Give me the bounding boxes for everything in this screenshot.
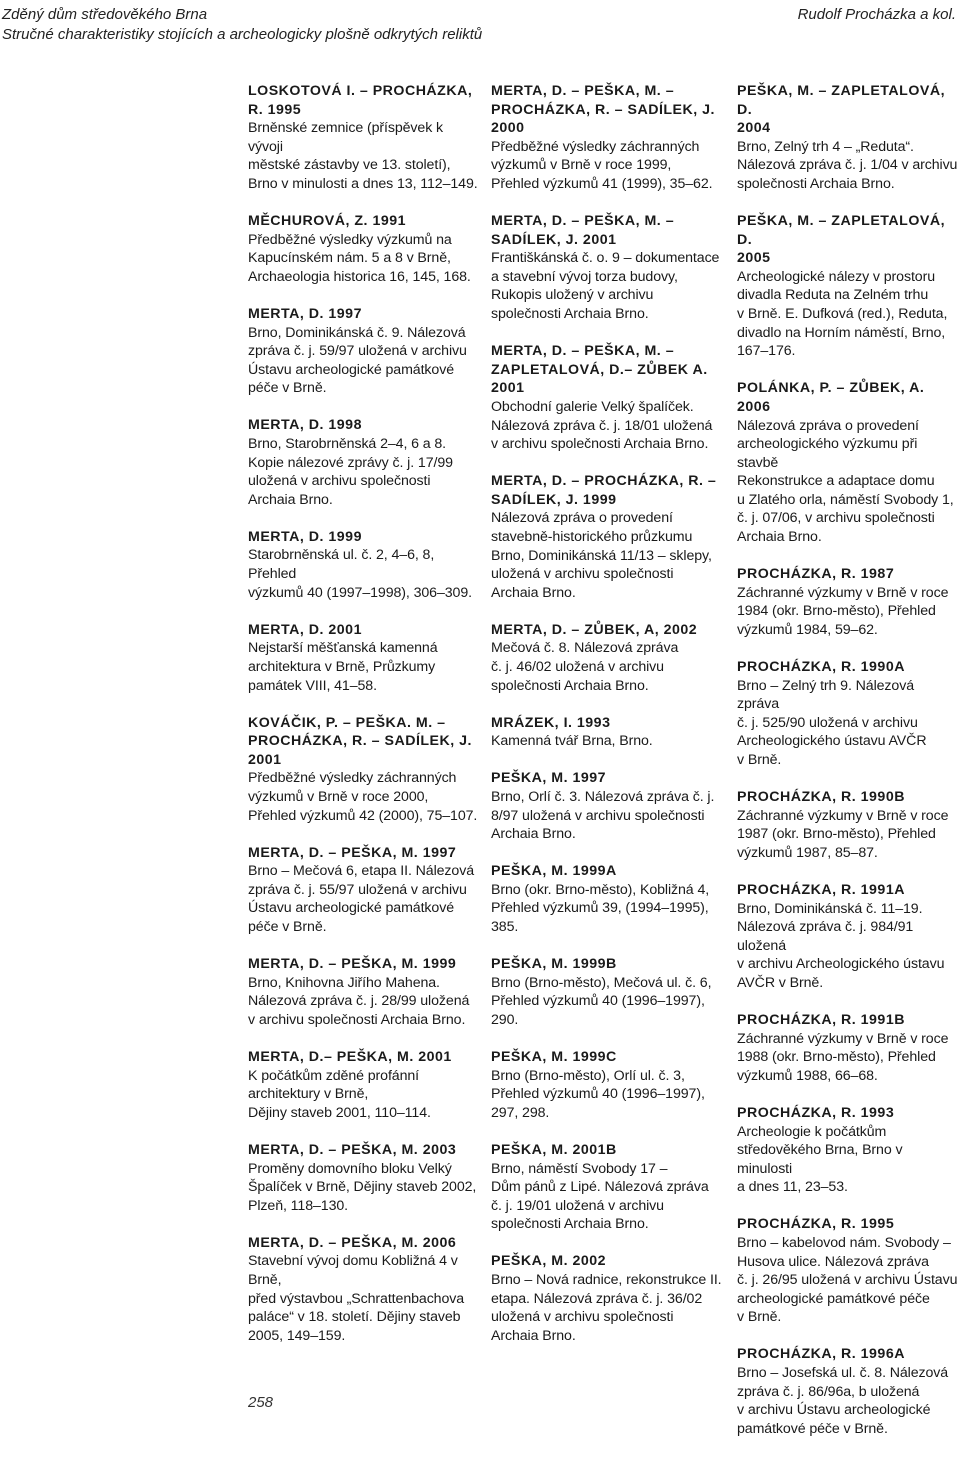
bibliography-entry (737, 881, 959, 993)
entry-citation-line: č. j. 525/90 uložená v archivu (737, 714, 918, 731)
entry-citation-line: 167–176. (737, 343, 796, 360)
entry-citation-line: Nejstarší měšťanská kamenná (248, 640, 438, 657)
bibliography-entry (248, 844, 478, 937)
entry-citation-line: Brno, Knihovna Jiřího Mahena. (248, 974, 440, 991)
entry-author-line: PROCHÁZKA, R. 1991B (737, 1012, 905, 1029)
entry-citation-line: Nálezová zpráva č. j. 984/91 uložená (737, 919, 914, 954)
bibliography-entry (737, 1011, 959, 1085)
entry-citation-line: Brno, Dominikánská č. 9. Nálezová (248, 324, 466, 341)
entry-citation-line: Přehled výzkumů 40 (1996–1997), (491, 993, 705, 1010)
bibliography-entry (737, 1345, 959, 1438)
entry-author-line: MERTA, D. 1997 (248, 305, 362, 322)
bibliography-entry (737, 379, 959, 546)
entry-citation-line: společnosti Archaia Brno. (491, 677, 649, 694)
entry-citation-line: Brno – Zelný trh 9. Nálezová zpráva (737, 677, 914, 713)
entry-citation-line: Archaia Brno. (248, 491, 333, 508)
entry-citation-line: Předběžné výsledky výzkumů na (248, 231, 452, 248)
entry-author-line: MERTA, D. – PROCHÁZKA, R. – (491, 473, 717, 490)
entry-citation-line: Brno, Zelný trh 4 – „Reduta“. (737, 138, 914, 155)
entry-citation-line: Brno, Dominikánská č. 11–19. (737, 900, 923, 917)
entry-citation-line: Brno, Starobrněnská 2–4, 6 a 8. (248, 436, 447, 452)
entry-author-line: LOSKOTOVÁ I. – PROCHÁZKA, (248, 83, 473, 99)
entry-citation-line: Proměny domovního bloku Velký (248, 1160, 452, 1177)
page-number: 258 (248, 1394, 274, 1411)
entry-author-line: PROCHÁZKA, R. 1993 (737, 1104, 895, 1121)
entry-citation-line: péče v Brně. (248, 380, 327, 397)
entry-citation-line: archeologického výzkumu při stavbě (737, 436, 918, 471)
entry-citation-line: uložená v archivu společnosti (491, 1309, 674, 1326)
entry-author-line: PEŠKA, M. 1999B (491, 956, 617, 973)
entry-author-line: MERTA, D. – PEŠKA, M. – (491, 83, 675, 99)
entry-citation-line: uložená v archivu společnosti (491, 566, 674, 583)
entry-citation-line: K počátkům zděné profánní (248, 1067, 420, 1084)
entry-citation-line: před výstavbou „Schrattenbachova (248, 1290, 465, 1307)
bibliography-entry (737, 1215, 959, 1327)
entry-citation-line: č. j. 46/02 uložená v archivu (491, 659, 664, 676)
entry-citation-line: Ústavu archeologické památkové (248, 361, 454, 378)
entry-citation-line: Rukopis uložený v archivu (491, 287, 654, 304)
bibliography-entry (491, 212, 723, 324)
entry-author-line: 2001 (491, 380, 525, 397)
entry-citation-line: Archaia Brno. (491, 584, 576, 601)
entry-citation-line: městské zástavby ve 13. století), (248, 157, 451, 174)
entry-author-line: PROCHÁZKA, R. 1990B (737, 789, 905, 806)
entry-citation-line: společnosti Archaia Brno. (491, 1216, 649, 1233)
entry-citation-line: výzkumů 1984, 59–62. (737, 621, 878, 638)
entry-author-line: PROCHÁZKA, R. 1995 (737, 1216, 895, 1233)
entry-author-line: MERTA, D. 1999 (248, 528, 362, 545)
entry-citation-line: Obchodní galerie Velký špalíček. (491, 398, 694, 415)
bibliography-entry (248, 416, 478, 509)
entry-citation-line: architektura v Brně, Průzkumy (248, 658, 436, 675)
entry-citation-line: Archaeologia historica 16, 145, 168. (248, 268, 471, 285)
entry-citation-line: Husova ulice. Nálezová zpráva (737, 1253, 929, 1270)
bibliography-entry (491, 1048, 723, 1122)
entry-citation-line: Předběžné výsledky záchranných (248, 770, 457, 787)
bibliography-entry (248, 1141, 478, 1215)
entry-citation-line: 2005, 149–159. (248, 1327, 346, 1344)
entry-citation-line: v archivu Ústavu archeologické (737, 1402, 931, 1419)
bibliography-entry (491, 1141, 723, 1234)
entry-citation-line: zpráva č. j. 59/97 uložená v archivu (248, 343, 467, 360)
bibliography-entry (248, 82, 478, 194)
entry-author-line: SADÍLEK, J. 2001 (491, 231, 617, 248)
entry-citation-line: Brno (Brno-město), Mečová ul. č. 6, (491, 974, 712, 991)
entry-citation-line: Archeologie k počátkům (737, 1123, 887, 1140)
bibliography-entry (248, 714, 478, 826)
entry-citation-line: Záchranné výzkumy v Brně v roce (737, 584, 949, 601)
entry-citation-line: č. j. 07/06, v archivu společnosti (737, 510, 935, 527)
entry-citation-line: Nálezová zpráva o provedení (737, 417, 919, 434)
entry-citation-line: výzkumů v Brně v roce 2000, (248, 789, 429, 805)
entry-citation-line: archeologické památkové péče (737, 1290, 930, 1307)
bibliography-entry (491, 472, 723, 602)
entry-author-line: PEŠKA, M. – ZAPLETALOVÁ, D. (737, 83, 946, 118)
entry-citation-line: výzkumů 1988, 66–68. (737, 1067, 878, 1084)
entry-citation-line: etapa. Nálezová zpráva č. j. 36/02 (491, 1290, 703, 1307)
entry-author-line: MRÁZEK, I. 1993 (491, 714, 611, 731)
entry-citation-line: 385. (491, 919, 519, 936)
bibliography-entry (248, 1048, 478, 1122)
entry-author-line: MERTA, D. 1998 (248, 417, 362, 434)
entry-author-line: MERTA, D. – PEŠKA, M. 2003 (248, 1141, 457, 1158)
bibliography-entry (737, 658, 959, 770)
book-subtitle: Stručné charakteristiky stojících a archeologicky plošně odkrytých reliktů (2, 26, 483, 43)
entry-citation-line: středověkého Brna, Brno v minulosti (737, 1142, 903, 1177)
entry-citation-line: 290. (491, 1011, 519, 1028)
entry-author-line: PROCHÁZKA, R. 1996A (737, 1346, 905, 1363)
entry-citation-line: Přehled výzkumů 42 (2000), 75–107. (248, 807, 478, 824)
bibliography-entry (248, 305, 478, 398)
entry-citation-line: 1984 (okr. Brno-město), Přehled (737, 603, 936, 620)
entry-citation-line: Starobrněnská ul. č. 2, 4–6, 8, Přehled (248, 547, 435, 583)
entry-citation-line: architektury v Brně, (248, 1086, 369, 1103)
entry-author-line: 2000 (491, 120, 525, 137)
bibliography-entry (737, 82, 959, 194)
entry-author-line: PROCHÁZKA, R. 1987 (737, 566, 895, 583)
bibliography-entry (248, 1234, 478, 1346)
bibliography-entry (491, 769, 723, 843)
entry-author-line: 2006 (737, 398, 771, 415)
bibliography-entry (491, 714, 723, 751)
bibliography-column-1 (248, 82, 478, 1364)
entry-author-line: PROCHÁZKA, R. – SADÍLEK, J. (248, 733, 472, 750)
entry-author-line: MERTA, D. 2001 (248, 621, 362, 638)
entry-author-line: ZAPLETALOVÁ, D.– ZŮBEK A. (491, 361, 708, 378)
entry-citation-line: Archeologického ústavu AVČR (737, 733, 927, 750)
entry-citation-line: Nálezová zpráva č. j. 1/04 v archivu (737, 157, 958, 174)
entry-author-line: MERTA, D.– PEŠKA, M. 2001 (248, 1049, 452, 1066)
entry-citation-line: Ústavu archeologické památkové (248, 900, 454, 917)
entry-citation-line: divadlo na Horním náměstí, Brno, (737, 324, 946, 341)
entry-citation-line: uložená v archivu společnosti (248, 473, 431, 490)
bibliography-entry (491, 862, 723, 936)
entry-author-line: MERTA, D. – PEŠKA, M. 1997 (248, 844, 457, 861)
entry-citation-line: v archivu společnosti Archaia Brno. (248, 1011, 466, 1028)
entry-citation-line: Brno (okr. Brno-město), Kobližná 4, (491, 881, 710, 898)
entry-citation-line: Předběžné výsledky záchranných (491, 138, 700, 155)
entry-author-line: 2001 (248, 751, 282, 768)
entry-citation-line: památkové péče v Brně. (737, 1420, 888, 1437)
entry-citation-line: společnosti Archaia Brno. (737, 175, 895, 192)
entry-citation-line: v Brně. E. Dufková (red.), Reduta, (737, 306, 948, 323)
book-title: Zděný dům středověkého Brna (2, 6, 208, 23)
entry-citation-line: 8/97 uložená v archivu společnosti (491, 807, 705, 824)
entry-citation-line: výzkumů v Brně v roce 1999, (491, 157, 672, 174)
bibliography-entry (248, 621, 478, 695)
entry-citation-line: péče v Brně. (248, 919, 327, 936)
entry-citation-line: Nálezová zpráva o provedení (491, 510, 673, 527)
entry-citation-line: Dějiny staveb 2001, 110–114. (248, 1104, 431, 1121)
entry-citation-line: a dnes 11, 23–53. (737, 1179, 848, 1196)
entry-citation-line: č. j. 19/01 uložená v archivu (491, 1197, 664, 1214)
bibliography-column-2 (491, 82, 723, 1364)
entry-citation-line: v Brně. (737, 752, 782, 768)
entry-citation-line: Archeologické nálezy v prostoru (737, 268, 935, 285)
entry-citation-line: paláce“ v 18. století. Dějiny staveb (248, 1309, 461, 1326)
entry-citation-line: Archaia Brno. (491, 826, 576, 843)
entry-citation-line: výzkumů 40 (1997–1998), 306–309. (248, 584, 472, 601)
entry-author-line: MERTA, D. – PEŠKA, M. – (491, 213, 675, 230)
entry-author-line: KOVÁČIK, P. – PEŠKA. M. – (248, 714, 446, 731)
author-name: Rudolf Procházka a kol. (797, 6, 956, 23)
bibliography-entry (491, 82, 723, 194)
entry-citation-line: Archaia Brno. (491, 1327, 576, 1344)
bibliography-entry (737, 565, 959, 639)
entry-author-line: PEŠKA, M. 2002 (491, 1253, 607, 1270)
entry-citation-line: Záchranné výzkumy v Brně v roce (737, 807, 949, 824)
entry-citation-line: Plzeň, 118–130. (248, 1197, 348, 1214)
entry-author-line: POLÁNKA, P. – ZŮBEK, A. (737, 380, 925, 397)
entry-citation-line: a stavební vývoj torza budovy, (491, 268, 678, 285)
bibliography-entry (248, 955, 478, 1029)
entry-author-line: PEŠKA, M. 2001B (491, 1141, 617, 1158)
entry-citation-line: Přehled výzkumů 41 (1999), 35–62. (491, 175, 713, 192)
entry-author-line: PROCHÁZKA, R. – SADÍLEK, J. (491, 101, 715, 118)
entry-citation-line: Archaia Brno. (737, 529, 822, 546)
entry-citation-line: zpráva č. j. 86/96a, b uložená (737, 1383, 920, 1400)
entry-citation-line: Brno, Orlí č. 3. Nálezová zpráva č. j. (491, 789, 715, 805)
entry-author-line: MERTA, D. – PEŠKA, M. 1999 (248, 956, 457, 973)
entry-author-line: PEŠKA, M. 1999A (491, 863, 617, 880)
entry-citation-line: Brno v minulosti a dnes 13, 112–149. (248, 175, 478, 192)
entry-citation-line: Špalíček v Brně, Dějiny staveb 2002, (248, 1179, 477, 1196)
entry-author-line: MERTA, D. – ZŮBEK, A, 2002 (491, 621, 698, 638)
entry-citation-line: Mečová č. 8. Nálezová zpráva (491, 640, 679, 657)
entry-citation-line: stavebně-historického průzkumu (491, 528, 693, 545)
entry-author-line: MĚCHUROVÁ, Z. 1991 (248, 213, 407, 230)
entry-author-line: MERTA, D. – PEŠKA, M. 2006 (248, 1234, 457, 1251)
entry-author-line: PROCHÁZKA, R. 1990A (737, 659, 905, 676)
entry-citation-line: Brno – Mečová 6, etapa II. Nálezová (248, 863, 474, 880)
entry-author-line: PROCHÁZKA, R. 1991A (737, 881, 905, 898)
entry-author-line: 2004 (737, 120, 771, 137)
entry-citation-line: AVČR v Brně. (737, 974, 824, 991)
entry-citation-line: Brno, náměstí Svobody 17 – (491, 1160, 668, 1177)
entry-citation-line: Kapucínském nám. 5 a 8 v Brně, (248, 250, 451, 267)
bibliography-entry (491, 342, 723, 454)
bibliography-entry (737, 1104, 959, 1197)
entry-citation-line: zpráva č. j. 55/97 uložená v archivu (248, 881, 467, 898)
entry-author-line: SADÍLEK, J. 1999 (491, 491, 617, 508)
entry-citation-line: 1988 (okr. Brno-město), Přehled (737, 1049, 936, 1066)
entry-author-line: 2005 (737, 250, 771, 267)
entry-citation-line: Brno – Nová radnice, rekonstrukce II. (491, 1271, 722, 1288)
entry-citation-line: Brno – Josefská ul. č. 8. Nálezová (737, 1365, 949, 1382)
bibliography-entry (491, 955, 723, 1029)
entry-citation-line: Přehled výzkumů 40 (1996–1997), (491, 1086, 705, 1103)
entry-citation-line: Nálezová zpráva č. j. 18/01 uložená (491, 417, 713, 434)
entry-citation-line: památek VIII, 41–58. (248, 677, 377, 694)
entry-author-line: R. 1995 (248, 101, 302, 118)
entry-citation-line: Brno – kabelovod nám. Svobody – (737, 1234, 951, 1251)
entry-citation-line: Rekonstrukce a adaptace domu (737, 473, 935, 490)
entry-citation-line: v archivu Archeologického ústavu (737, 956, 945, 973)
entry-author-line: PEŠKA, M. 1997 (491, 770, 607, 787)
bibliography-entry (491, 621, 723, 695)
bibliography-column-3 (737, 82, 959, 1457)
bibliography-entry (491, 1252, 723, 1345)
bibliography-entry (248, 212, 478, 286)
bibliography-entry (737, 788, 959, 862)
entry-citation-line: Brno, Dominikánská 11/13 – sklepy, (491, 547, 712, 564)
entry-citation-line: Brno (Brno-město), Orlí ul. č. 3, (491, 1067, 685, 1084)
entry-citation-line: 297, 298. (491, 1104, 550, 1121)
entry-author-line: MERTA, D. – PEŠKA, M. – (491, 343, 675, 360)
entry-citation-line: Záchranné výzkumy v Brně v roce (737, 1030, 949, 1047)
entry-author-line: PEŠKA, M. 1999C (491, 1049, 617, 1066)
entry-author-line: PEŠKA, M. – ZAPLETALOVÁ, D. (737, 213, 946, 248)
entry-citation-line: Nálezová zpráva č. j. 28/99 uložená (248, 993, 470, 1010)
entry-citation-line: společnosti Archaia Brno. (491, 306, 649, 323)
entry-citation-line: Brněnské zemnice (příspěvek k vývoji (248, 120, 444, 155)
entry-citation-line: u Zlatého orla, náměstí Svobody 1, (737, 491, 954, 508)
entry-citation-line: výzkumů 1987, 85–87. (737, 844, 878, 861)
entry-citation-line: 1987 (okr. Brno-město), Přehled (737, 826, 936, 843)
bibliography-entry (737, 212, 959, 361)
entry-citation-line: Stavební vývoj domu Kobližná 4 v Brně, (248, 1253, 458, 1288)
entry-citation-line: Kamenná tvář Brna, Brno. (491, 733, 653, 750)
entry-citation-line: v Brně. (737, 1309, 782, 1326)
entry-citation-line: v archivu společnosti Archaia Brno. (491, 436, 709, 453)
entry-citation-line: Kopie nálezové zprávy č. j. 17/99 (248, 454, 453, 471)
entry-citation-line: Františkánská č. o. 9 – dokumentace (491, 250, 720, 267)
bibliography-entry (248, 528, 478, 602)
entry-citation-line: č. j. 26/95 uložená v archivu Ústavu (737, 1272, 958, 1289)
entry-citation-line: divadla Reduta na Zelném trhu (737, 287, 929, 304)
entry-citation-line: Přehled výzkumů 39, (1994–1995), (491, 900, 709, 917)
entry-citation-line: Dům pánů z Lipé. Nálezová zpráva (491, 1179, 709, 1196)
